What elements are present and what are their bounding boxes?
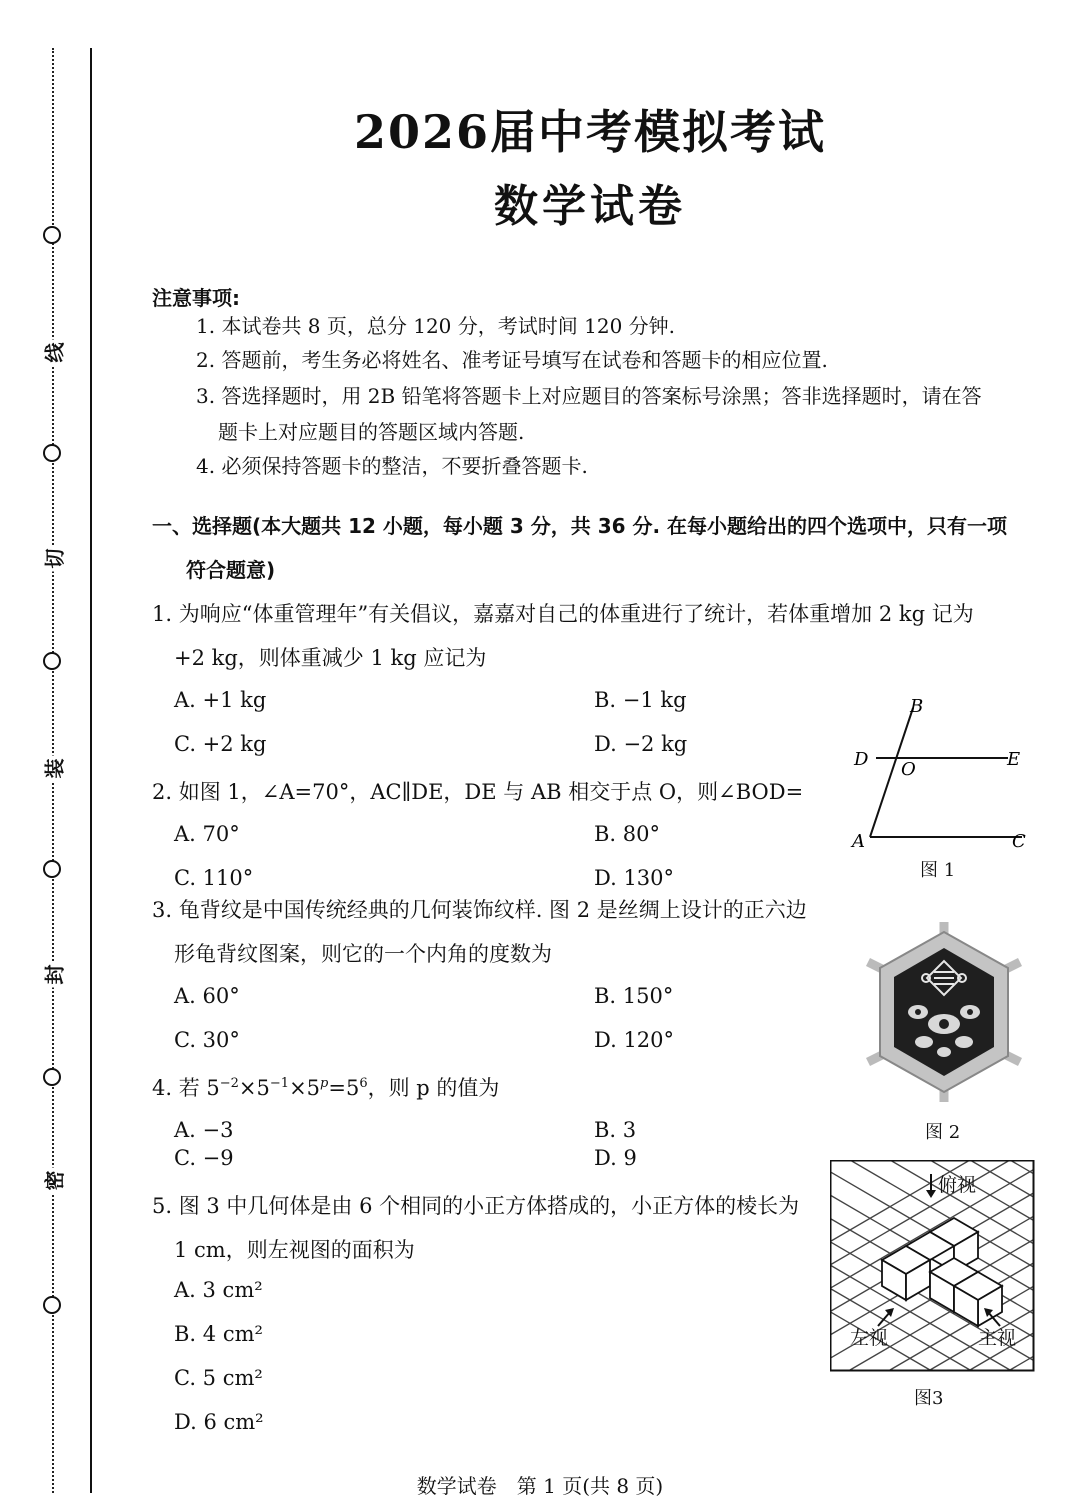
question-5-option-a: A. 3 cm² (174, 1278, 263, 1302)
notice-item: 3. 答选择题时，用 2B 铅笔将答题卡上对应题目的答案标号涂黑；答非选择题时，请在答 (196, 384, 982, 408)
q4-text: ×5 (289, 1076, 321, 1100)
question-1-option-d: D. −2 kg (594, 732, 688, 756)
question-4-stem (152, 1072, 499, 1102)
fig3-label-front-view: 主视 (978, 1327, 1017, 1349)
question-1-option-b: B. −1 kg (594, 688, 687, 712)
figure-1-diagram (850, 690, 1040, 860)
question-4-option-d: D. 9 (594, 1146, 637, 1170)
section-heading: 一、选择题(本大题共 12 小题，每小题 3 分，共 36 分. 在每小题给出的四个选项中，只有一项 (152, 514, 1008, 538)
question-1-stem: 1. 为响应“体重管理年”有关倡议，嘉嘉对自己的体重进行了统计，若体重增加 2 kg 记为 (152, 602, 974, 626)
notice-item: 2. 答题前，考生务必将姓名、准考证号填写在试卷和答题卡的相应位置. (196, 348, 828, 372)
question-1-option-a: A. +1 kg (174, 688, 267, 712)
q4-text: ，则 p 的值为 (367, 1076, 500, 1100)
notice-item: 1. 本试卷共 8 页，总分 120 分，考试时间 120 分钟. (196, 314, 676, 338)
figure-1-caption: 图 1 (920, 860, 956, 881)
q4-exponent: p (320, 1076, 329, 1091)
notice-heading: 注意事项: (152, 286, 240, 310)
q4-text: 4. 若 5 (152, 1076, 220, 1100)
binding-circle (43, 860, 61, 878)
binding-word-zhuang: 装 (39, 756, 68, 782)
question-5-stem: 5. 图 3 中几何体是由 6 个相同的小正方体搭成的，小正方体的棱长为 (152, 1194, 800, 1218)
q4-exponent: 6 (359, 1076, 368, 1091)
question-1-option-c: C. +2 kg (174, 732, 267, 756)
exam-subtitle: 数学试卷 (494, 181, 686, 232)
figure-3-caption: 图3 (914, 1388, 944, 1409)
binding-word-feng: 封 (39, 962, 68, 988)
question-5-option-d: D. 6 cm² (174, 1410, 264, 1434)
binding-word-qie: 切 (39, 546, 68, 572)
binding-word-mi: 密 (39, 1168, 68, 1194)
binding-circle (43, 652, 61, 670)
fig3-label-top-view: 俯视 (938, 1174, 977, 1196)
binding-word-xian: 线 (39, 340, 68, 366)
arrow-head (926, 1190, 936, 1198)
question-3-option-b: B. 150° (594, 984, 674, 1008)
fig1-label-d: D (854, 749, 869, 770)
page-footer: 数学试卷 第 1 页(共 8 页) (416, 1474, 664, 1498)
figure-2-caption: 图 2 (925, 1122, 961, 1143)
question-2-option-b: B. 80° (594, 822, 661, 846)
question-5-option-b: B. 4 cm² (174, 1322, 263, 1346)
section-heading-continued: 符合题意) (186, 558, 276, 582)
binding-circle (43, 1068, 61, 1086)
question-5-option-c: C. 5 cm² (174, 1366, 263, 1390)
question-4-option-b: B. 3 (594, 1118, 637, 1142)
fig1-label-o: O (901, 759, 916, 780)
question-4-option-a: A. −3 (174, 1118, 234, 1142)
figure-3-cube-diagram (830, 1160, 1035, 1372)
question-2-option-a: A. 70° (174, 822, 240, 846)
figure-2-hexagon-pattern (864, 920, 1024, 1105)
fig1-label-e: E (1007, 749, 1021, 770)
binding-circle (43, 444, 61, 462)
q4-text: ×5 (238, 1076, 270, 1100)
question-4-option-c: C. −9 (174, 1146, 234, 1170)
q4-exponent: −2 (219, 1076, 239, 1091)
notice-item: 4. 必须保持答题卡的整洁，不要折叠答题卡. (196, 454, 588, 478)
fig1-label-b: B (910, 696, 924, 717)
question-3-option-d: D. 120° (594, 1028, 675, 1052)
binding-circle (43, 1296, 61, 1314)
binding-circle (43, 226, 61, 244)
notice-item-continued: 题卡上对应题目的答题区域内答题. (218, 420, 525, 444)
margin-rule (90, 48, 92, 1493)
q4-text: =5 (328, 1076, 360, 1100)
question-5-stem-continued: 1 cm，则左视图的面积为 (174, 1238, 415, 1262)
question-1-stem-continued: +2 kg，则体重减少 1 kg 应记为 (174, 646, 487, 670)
fig1-label-a: A (852, 831, 865, 852)
fig3-label-left-view: 左视 (850, 1327, 889, 1349)
question-2-option-d: D. 130° (594, 866, 675, 890)
question-3-stem-continued: 形龟背纹图案，则它的一个内角的度数为 (174, 942, 552, 966)
question-2-option-c: C. 110° (174, 866, 254, 890)
exam-title: 2026届中考模拟考试 (353, 105, 827, 159)
q4-exponent: −1 (269, 1076, 290, 1091)
question-2-stem: 2. 如图 1，∠A=70°，AC∥DE，DE 与 AB 相交于点 O，则∠BOD= (152, 780, 804, 804)
fig1-label-c: C (1012, 831, 1026, 852)
cube-stack (882, 1218, 1002, 1326)
question-3-option-c: C. 30° (174, 1028, 240, 1052)
question-3-option-a: A. 60° (174, 984, 240, 1008)
question-3-stem: 3. 龟背纹是中国传统经典的几何装饰纹样. 图 2 是丝绸上设计的正六边 (152, 898, 807, 922)
